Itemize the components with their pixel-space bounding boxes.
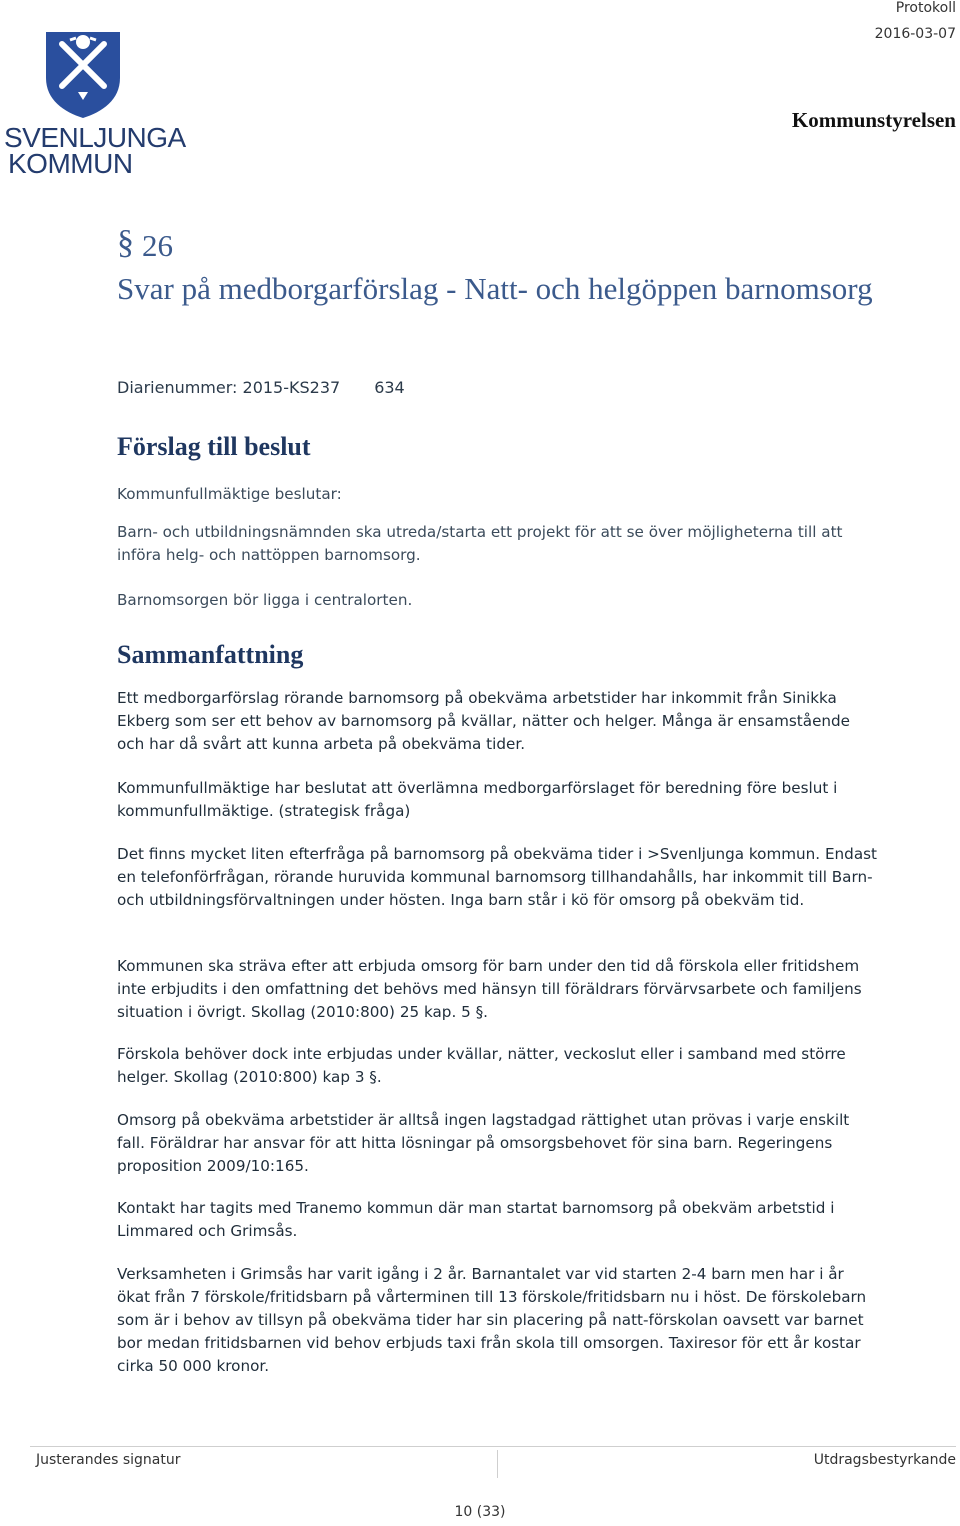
summary-paragraph: Förskola behöver dock inte erbjudas under kvällar, nätter, veckoslut eller i samband med större helger. Skollag (2010:800) kap 3 §. (117, 1045, 846, 1086)
diary-number-extra: 634 (374, 378, 405, 397)
proposal-intro: Kommunfullmäktige beslutar: (117, 485, 342, 503)
doc-type: Protokoll (895, 0, 956, 16)
footer-vertical-divider (497, 1450, 498, 1478)
item-title: Svar på medborgarförslag - Natt- och helgöppen barnomsorg (117, 271, 873, 306)
summary-paragraph: Kommunen ska sträva efter att erbjuda omsorg för barn under den tid då förskola eller fritidshem inte erbjudits i den omfattning det behövs med hänsyn till föräldrars förvärvsarbete och familjens situation i övrigt. Skollag (2010:800) 25 kap. 5 §. (117, 957, 862, 1021)
diary-number (117, 378, 439, 397)
adjuster-signature-label: Justerandes signatur (36, 1452, 181, 1468)
summary-paragraph: Det finns mycket liten efterfråga på barnomsorg på obekväma tider i >Svenljunga kommun. Endast en telefonförfrågan, rörande huruvida kommunal barnomsorg tillhandahålls, har inkommit till Barn- och utbildningsförvaltningen under hösten. Inga barn står i kö för omsorg på obekväm tid. (117, 845, 877, 909)
committee-name: Kommunstyrelsen (791, 108, 956, 132)
meeting-date: 2016-03-07 (874, 26, 956, 42)
proposal-decision: Barn- och utbildningsnämnden ska utreda/starta ett projekt för att se över möjligheterna till att införa helg- och nattöppen barnomsorg. (117, 523, 843, 564)
summary-heading: Sammanfattning (117, 640, 304, 669)
section-number: 26 (142, 228, 173, 263)
proposal-heading: Förslag till beslut (117, 432, 311, 461)
diary-number-label: Diarienummer: 2015-KS237 (117, 378, 341, 397)
footer-divider (30, 1446, 956, 1447)
summary-paragraph: Kommunfullmäktige har beslutat att överlämna medborgarförslaget för beredning före beslut i kommunfullmäktige. (strategisk fråga) (117, 779, 838, 820)
proposal-decision: Barnomsorgen bör ligga i centralorten. (117, 591, 413, 609)
municipality-logo (4, 28, 186, 179)
summary-paragraph: Verksamheten i Grimsås har varit igång i 2 år. Barnantalet var vid starten 2-4 barn men har i år ökat från 7 förskole/fritidsbarn på vårterminen till 13 förskole/fritidsbarn nu i höst. De förskolebarn som är i behov av tillsyn på obekväma tider har sin placering på natt-förskolan oavsett var barnet bor medan fritidsbarnen vid behov erbjuds taxi från skola till omsorgen. Taxiresor för ett år kostar cirka 50 000 kronor. (117, 1265, 867, 1375)
page-number: 10 (33) (454, 1504, 506, 1520)
summary-paragraph: Kontakt har tagits med Tranemo kommun där man startat barnomsorg på obekväm arbetstid i Limmared och Grimsås. (117, 1199, 835, 1240)
logo-line-1: SVENLJUNGA (4, 122, 186, 153)
certified-extract-label: Utdragsbestyrkande (813, 1452, 956, 1468)
summary-paragraph: Ett medborgarförslag rörande barnomsorg på obekväma arbetstider har inkommit från Sinikka Ekberg som ser ett behov av barnomsorg på kvällar, nätter och helger. Många är ensamstående och har då svårt att kunna arbeta på obekväma tider. (117, 689, 851, 753)
coat-of-arms-icon (42, 28, 124, 118)
section-sign: § (117, 224, 134, 261)
summary-paragraph: Omsorg på obekväma arbetstider är alltså ingen lagstadgad rättighet utan prövas i varje enskilt fall. Föräldrar har ansvar för att hitta lösningar på omsorgsbehovet för sina barn. Regeringens proposition 2009/10:165. (117, 1111, 850, 1175)
logo-line-2: KOMMUN (8, 148, 133, 179)
